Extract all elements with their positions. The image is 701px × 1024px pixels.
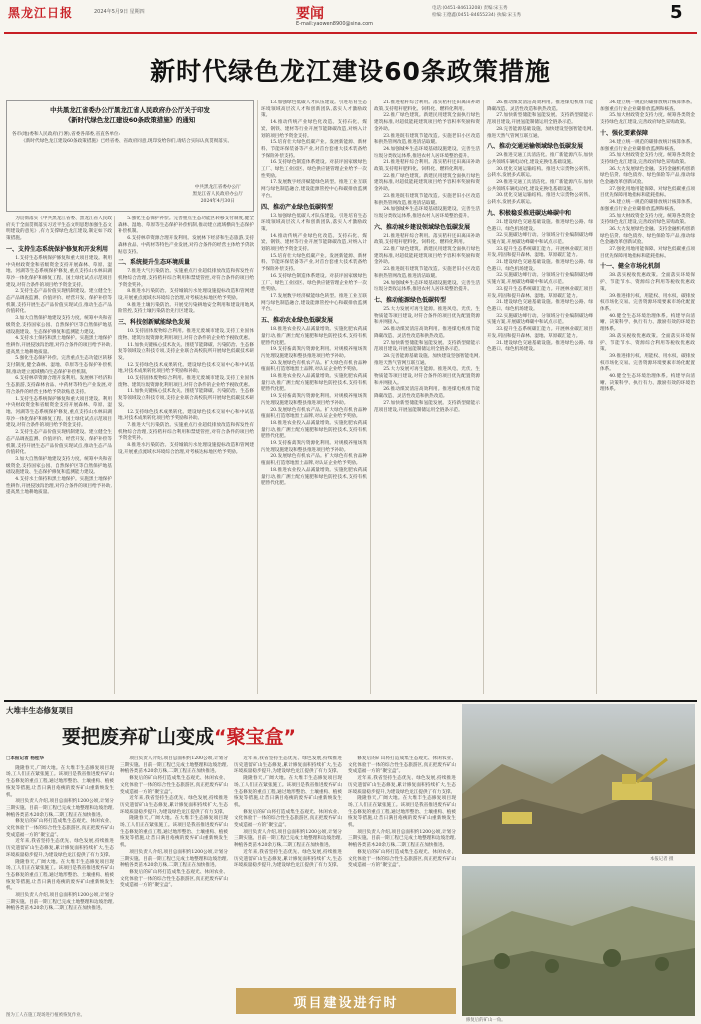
feature-col-1: □本报记者 杨桂华 隆隆春天,广阔大地。在大堆丰生态修复项目现场,工人们正在紧张施工。该项目是我省推进废弃矿山生态修复的重点工程,通过地形整治、土壤重构、植被恢复等措施,让昔日满目疮痍的废弃矿山重新焕发生机。 项目负责人介绍,项目总面积约1200公顷,计划分三期实施。目前一期工程已完成土地整理和边坡治理,种植各类苗木20余万株,二期工程正在加快推进。 修复后的矿山将打造成集生态观光、休闲农业、文化体验于一体的综合性生态旅游区,真正把废弃矿山变成造福一方的“聚宝盒”。 近年来,我省坚持生态优先、绿色发展,持续推进历史遗留矿山生态修复,累计修复面积持续扩大,生态环境质量稳步提升,为建设绿色龙江提供了有力支撑。 隆隆春天,广阔大地。在大堆丰生态修复项目现场,工人们正在紧张施工。该项目是我省推进废弃矿山生态修复的重点工程,通过地形整治、土壤重构、植被恢复等措施,让昔日满目疮痍的废弃矿山重新焕发生机。 项目负责人介绍,项目总面积约1200公顷,计划分三期实施。目前一期工程已完成土地整理和边坡治理,种植各类苗木20余万株,二期工程正在加快推进。 — [6, 756, 114, 912]
feature-photo-1 — [462, 704, 695, 854]
project-banner — [236, 988, 456, 1014]
section-heading-2: 二、系统提升生态环境质量 — [118, 259, 191, 267]
section-heading-1: 一、支持生态系统保护修复和开发利用 — [6, 245, 109, 253]
restored-mine-photo — [462, 866, 695, 1016]
section-heading-10: 十、强化要素保障 — [600, 129, 649, 137]
feature-kicker: 大堆丰生态修复项目 — [6, 706, 74, 715]
feature-photo-2 — [462, 866, 695, 1016]
notice-signature: 中共黑龙江省委办公厅 黑龙江省人民政府办公厅 2024年4月30日 — [192, 185, 243, 204]
section-heading-9: 九、积极稳妥推进碳达峰碳中和 — [487, 209, 572, 217]
feature-photo-2-caption: 修复后的矿山一角。 — [466, 1018, 506, 1023]
column-6: 34.建立统一规范的碳排放统计核算体系。加强重点行业企业碳排放监测和核查。 35.加大财政资金支持力度。统筹各类资金支持绿色龙江建设,完善政府绿色采购政策。 十、强化要素保障 34.建立统一规范的碳排放统计核算体系。加强重点行业企业碳排放监测和核查。 35.加大财政资金支持力度。统筹各类资金支持绿色龙江建设,完善政府绿色采购政策。 36.大力发展绿色金融。支持金融机构创新绿色信贷、绿色债券、绿色保险等产品,推动绿色金融改革创新试验。 37.强化用地用能保障。对绿色低碳重点项目优先保障用地指标和能耗指标。 34.建立统一规范的碳排放统计核算体系。加强重点行业企业碳排放监测和核查。 35.加大财政资金支持力度。统筹各类资金支持绿色龙江建设,完善政府绿色采购政策。 36.大力发展绿色金融。支持金融机构创新绿色信贷、绿色债券、绿色保险等产品,推动绿色金融改革创新试验。 37.强化用地用能保障。对绿色低碳重点项目优先保障用地指标和能耗指标。 十一、健全市场化机制 38.落实税收优惠政策。全面落实环境保护、节能节水、资源综合利用等税收优惠政策。 39.推进排污权、用能权、用水权、碳排放权市场化交易。完善资源环境要素市场化配置体系。 40.健全生态环境治理体系。构建导向清晰、决策科学、执行有力、激励有效的环境治理体系。 38.落实税收优惠政策。全面落实环境保护、节能节水、资源综合利用等税收优惠政策。 39.推进排污权、用能权、用水权、碳排放权市场化交易。完善资源环境要素市场化配置体系。 40.健全生态环境治理体系。构建导向清晰、决策科学、执行有力、激励有效的环境治理体系。 — [600, 100, 695, 393]
feature-title: 要把废弃矿山变成“聚宝盒” — [62, 726, 296, 748]
column-3: 13.加强绿色低碳人才队伍建设。引进培育生态环境领域高层次人才和创新团队,落实人才激励政策。 14.推动传统产业绿色化改造。支持石化、煤炭、钢铁、建材等行业开展节能降碳改造,对纳入计划的项目给予资金支持。 15.培育壮大绿色低碳产业。发展新能源、新材料、节能环保装备等产业,对首台套重大技术装备给予保险补偿支持。 16.支持绿色制造体系建设。对获评国家级绿色工厂、绿色工业园区、绿色供应链管理企业给予一次性奖励。 17.发展数字经济赋能绿色转型。推进工业互联网与绿色制造融合,建设能源管控中心和碳排放监测平台。 四、推动产业绿色低碳转型 13.加强绿色低碳人才队伍建设。引进培育生态环境领域高层次人才和创新团队,落实人才激励政策。 14.推动传统产业绿色化改造。支持石化、煤炭、钢铁、建材等行业开展节能降碳改造,对纳入计划的项目给予资金支持。 15.培育壮大绿色低碳产业。发展新能源、新材料、节能环保装备等产业,对首台套重大技术装备给予保险补偿支持。 16.支持绿色制造体系建设。对获评国家级绿色工厂、绿色工业园区、绿色供应链管理企业给予一次性奖励。 17.发展数字经济赋能绿色转型。推进工业互联网与绿色制造融合,建设能源管控中心和碳排放监测平台。 五、推动农业绿色低碳发展 18.推进农业投入品减量增效。实施化肥农药减量行动,推广测土配方施肥和绿色防控技术,支持有机肥替代化肥。 19.支持畜禽粪污资源化利用。对规模养殖场粪污处理设施建设和整县推进项目给予补助。 20.发展绿色有机农产品。扩大绿色有机食品种植面积,打造寒地黑土品牌,对认证企业给予奖励。 18.推进农业投入品减量增效。实施化肥农药减量行动,推广测土配方施肥和绿色防控技术,支持有机肥替代化肥。 19.支持畜禽粪污资源化利用。对规模养殖场粪污处理设施建设和整县推进项目给予补助。 20.发展绿色有机农产品。扩大绿色有机食品种植面积,打造寒地黑土品牌,对认证企业给予奖励。 18.推进农业投入品减量增效。实施化肥农药减量行动,推广测土配方施肥和绿色防控技术,支持有机肥替代化肥。 19.支持畜禽粪污资源化利用。对规模养殖场粪污处理设施建设和整县推进项目给予补助。 20.发展绿色有机农产品。扩大绿色有机食品种植面积,打造寒地黑土品牌,对认证企业给予奖励。 18.推进农业投入品减量增效。实施化肥农药减量行动,推广测土配方施肥和绿色防控技术,支持有机肥替代化肥。 — [261, 100, 367, 487]
feature-byline: □本报记者 杨桂华 — [6, 756, 45, 761]
banner-text: 项目建设进行时 — [293, 995, 399, 1011]
section-heading-7: 七、推动能源绿色低碳转型 — [374, 296, 447, 304]
section-heading-5: 五、推动农业绿色低碳发展 — [261, 317, 334, 325]
notice-box — [6, 100, 254, 212]
feature-photo-1-credit: 本报记者 摄 — [650, 857, 674, 862]
section-heading-11: 十一、健全市场化机制 — [600, 263, 661, 271]
notice-to: 各市(地)委和人民政府(行署),省委各部委,省直各单位: — [12, 132, 121, 137]
page-number: 5 — [670, 2, 683, 23]
main-headline: 新时代绿色龙江建设60条政策措施 — [150, 57, 551, 86]
feature-col-4: 修复后的矿山将打造成集生态观光、休闲农业、文化体验于一体的综合性生态旅游区,真正把废弃矿山变成造福一方的“聚宝盒”。 近年来,我省坚持生态优先、绿色发展,持续推进历史遗留矿山生态修复,累计修复面积持续扩大,生态环境质量稳步提升,为建设绿色龙江提供了有力支撑。 隆隆春天,广阔大地。在大堆丰生态修复项目现场,工人们正在紧张施工。该项目是我省推进废弃矿山生态修复的重点工程,通过地形整治、土壤重构、植被恢复等措施,让昔日满目疮痍的废弃矿山重新焕发生机。 项目负责人介绍,项目总面积约1200公顷,计划分三期实施。目前一期工程已完成土地整理和边坡治理,种植各类苗木20余万株,二期工程正在加快推进。 修复后的矿山将打造成集生态观光、休闲农业、文化体验于一体的综合性生态旅游区,真正把废弃矿山变成造福一方的“聚宝盒”。 — [348, 756, 456, 869]
feature-photo-1-caption: 图为工人在施工现场进行植被恢复作业。 — [6, 1013, 86, 1018]
header-rule — [4, 32, 697, 34]
section-title: 要闻 — [296, 6, 324, 22]
mine-site-photo — [462, 704, 695, 854]
feature-col-3: 近年来,我省坚持生态优先、绿色发展,持续推进历史遗留矿山生态修复,累计修复面积持续扩大,生态环境质量稳步提升,为建设绿色龙江提供了有力支撑。 隆隆春天,广阔大地。在大堆丰生态修复项目现场,工人们正在紧张施工。该项目是我省推进废弃矿山生态修复的重点工程,通过地形整治、土壤重构、植被恢复等措施,让昔日满目疮痍的废弃矿山重新焕发生机。 修复后的矿山将打造成集生态观光、休闲农业、文化体验于一体的综合性生态旅游区,真正把废弃矿山变成造福一方的“聚宝盒”。 项目负责人介绍,项目总面积约1200公顷,计划分三期实施。目前一期工程已完成土地整理和边坡治理,种植各类苗木20余万株,二期工程正在加快推进。 近年来,我省坚持生态优先、绿色发展,持续推进历史遗留矿山生态修复,累计修复面积持续扩大,生态环境质量稳步提升,为建设绿色龙江提供了有力支撑。 — [234, 756, 342, 869]
section-heading-6: 六、推动城乡建设领域绿色低碳发展 — [374, 223, 471, 231]
column-1: 为贯彻落实《中共黑龙江省委、黑龙江省人民政府关于全面贯彻落实习近平生态文明思想加强生态文明建设的意见》,有力支撑绿色龙江建设,制定如下政策措施。 一、支持生态系统保护修复和开发利用 1.支持生态系统保护修复和重大项目建设。利用中央财政资金和省级资金支持开展森林、草原、湿地、河湖等生态系统保护修复,重点支持山水林田湖草沙一体化保护和修复工程、国土绿化试点示范项目建设,对符合条件的项目给予资金支持。 2.支持生态产品价值实现机制建设。建立健全生态产品调查监测、价值评价、经营开发、保护补偿等机制,支持开展生态产品价值实现试点,推动生态产品价值转化。 3.加大自然保护地建设支持力度。统筹中央和省级资金,支持国家公园、自然保护区等自然保护地基础设施建设、生态保护修复和监测能力建设。 4.支持水土保持和黑土地保护。实施黑土地保护性耕作,开展侵蚀沟治理,对符合条件的项目给予补助,提高黑土地耕地质量。 5.强化生态保护补偿。完善重点生态功能区转移支付制度,健全森林、湿地、草原等生态保护补偿机制,推动建立流域横向生态保护补偿机制。 6.支持林草资源合理开发利用。发展林下经济和生态旅游,支持森林食品、中药材等特色产业发展,对符合条件的经营主体给予贷款贴息支持。 1.支持生态系统保护修复和重大项目建设。利用中央财政资金和省级资金支持开展森林、草原、湿地、河湖等生态系统保护修复,重点支持山水林田湖草沙一体化保护和修复工程、国土绿化试点示范项目建设,对符合条件的项目给予资金支持。 2.支持生态产品价值实现机制建设。建立健全生态产品调查监测、价值评价、经营开发、保护补偿等机制,支持开展生态产品价值实现试点,推动生态产品价值转化。 3.加大自然保护地建设支持力度。统筹中央和省级资金,支持国家公园、自然保护区等自然保护地基础设施建设、生态保护修复和监测能力建设。 4.支持水土保持和黑土地保护。实施黑土地保护性耕作,开展侵蚀沟治理,对符合条件的项目给予补助,提高黑土地耕地质量。 — [6, 216, 112, 496]
section-heading-8: 八、推动交通运输领域绿色低碳发展 — [487, 143, 584, 151]
section-heading-3: 三、科技创新赋能绿色发展 — [118, 319, 191, 327]
section-heading-4: 四、推动产业绿色低碳转型 — [261, 203, 334, 211]
column-5: 26.推动煤炭清洁高效利用。推进煤电机组节能降碳改造、灵活性改造和供热改造。 27.加快新型储能和氢能发展。支持新型储能示范项目建设,开展氢能制储运用全链条示范。 28.完善能源基础设施。加快建设坚强智能电网,推进天然气管网互联互通。 八、推动交通运输领域绿色低碳发展 29.推进交通工具清洁化。推广新能源汽车,加快公共领域车辆电动化,建设充换电基础设施。 30.优化交通运输结构。推进大宗货物公转铁、公转水,发展多式联运。 29.推进交通工具清洁化。推广新能源汽车,加快公共领域车辆电动化,建设充换电基础设施。 30.优化交通运输结构。推进大宗货物公转铁、公转水,发展多式联运。 九、积极稳妥推进碳达峰碳中和 31.建设绿色交通基础设施。推进绿色公路、绿色港口、绿色机场建设。 32.实施碳达峰行动。分领域分行业编制碳达峰实施方案,开展碳达峰碳中和试点示范。 33.提升生态系统碳汇能力。开展林业碳汇项目开发,巩固和提升森林、湿地、草原碳汇能力。 31.建设绿色交通基础设施。推进绿色公路、绿色港口、绿色机场建设。 32.实施碳达峰行动。分领域分行业编制碳达峰实施方案,开展碳达峰碳中和试点示范。 33.提升生态系统碳汇能力。开展林业碳汇项目开发,巩固和提升森林、湿地、草原碳汇能力。 31.建设绿色交通基础设施。推进绿色公路、绿色港口、绿色机场建设。 32.实施碳达峰行动。分领域分行业编制碳达峰实施方案,开展碳达峰碳中和试点示范。 33.提升生态系统碳汇能力。开展林业碳汇项目开发,巩固和提升森林、湿地、草原碳汇能力。 31.建设绿色交通基础设施。推进绿色公路、绿色港口、绿色机场建设。 — [487, 100, 593, 353]
column-4: 21.推进秸秆综合利用。落实秸秆还田离田补助政策,支持秸秆肥料化、饲料化、燃料化利用。 22.推广绿色建筑。新建民用建筑全面执行绿色建筑标准,对超低能耗建筑项目给予容积率奖励和资金补助。 23.推进既有建筑节能改造。实施老旧小区改造和供热管网改造,推进清洁取暖。 24.加强城乡生态环境基础设施建设。完善生活垃圾分类收运体系,推进农村人居环境整治提升。 21.推进秸秆综合利用。落实秸秆还田离田补助政策,支持秸秆肥料化、饲料化、燃料化利用。 22.推广绿色建筑。新建民用建筑全面执行绿色建筑标准,对超低能耗建筑项目给予容积率奖励和资金补助。 23.推进既有建筑节能改造。实施老旧小区改造和供热管网改造,推进清洁取暖。 24.加强城乡生态环境基础设施建设。完善生活垃圾分类收运体系,推进农村人居环境整治提升。 六、推动城乡建设领域绿色低碳发展 21.推进秸秆综合利用。落实秸秆还田离田补助政策,支持秸秆肥料化、饲料化、燃料化利用。 22.推广绿色建筑。新建民用建筑全面执行绿色建筑标准,对超低能耗建筑项目给予容积率奖励和资金补助。 23.推进既有建筑节能改造。实施老旧小区改造和供热管网改造,推进清洁取暖。 24.加强城乡生态环境基础设施建设。完善生活垃圾分类收运体系,推进农村人居环境整治提升。 七、推动能源绿色低碳转型 25.大力发展可再生能源。推进风电、光伏、生物质能等项目建设,对符合条件的项目优先配置资源和并网接入。 26.推动煤炭清洁高效利用。推进煤电机组节能降碳改造、灵活性改造和供热改造。 27.加快新型储能和氢能发展。支持新型储能示范项目建设,开展氢能制储运用全链条示范。 28.完善能源基础设施。加快建设坚强智能电网,推进天然气管网互联互通。 25.大力发展可再生能源。推进风电、光伏、生物质能等项目建设,对符合条件的项目优先配置资源和并网接入。 26.推动煤炭清洁高效利用。推进煤电机组节能降碳改造、灵活性改造和供热改造。 27.加快新型储能和氢能发展。支持新型储能示范项目建设,开展氢能制储运用全链条示范。 — [374, 100, 480, 413]
issue-date: 2024年5月9日 星期四 — [94, 9, 145, 15]
feature-col-2: 项目负责人介绍,项目总面积约1200公顷,计划分三期实施。目前一期工程已完成土地整理和边坡治理,种植各类苗木20余万株,二期工程正在加快推进。 修复后的矿山将打造成集生态观光、休闲农业、文化体验于一体的综合性生态旅游区,真正把废弃矿山变成造福一方的“聚宝盒”。 近年来,我省坚持生态优先、绿色发展,持续推进历史遗留矿山生态修复,累计修复面积持续扩大,生态环境质量稳步提升,为建设绿色龙江提供了有力支撑。 隆隆春天,广阔大地。在大堆丰生态修复项目现场,工人们正在紧张施工。该项目是我省推进废弃矿山生态修复的重点工程,通过地形整治、土壤重构、植被恢复等措施,让昔日满目疮痍的废弃矿山重新焕发生机。 项目负责人介绍,项目总面积约1200公顷,计划分三期实施。目前一期工程已完成土地整理和边坡治理,种植各类苗木20余万株,二期工程正在加快推进。 修复后的矿山将打造成集生态观光、休闲农业、文化体验于一体的综合性生态旅游区,真正把废弃矿山变成造福一方的“聚宝盒”。 — [120, 756, 228, 889]
editor-info: 电话:(0451-84613208) 责编:宋玉秀 检编:王德鑫(0451-84655234) 执编:宋玉秀 — [432, 6, 521, 18]
masthead: 黑龙江日报 — [8, 6, 74, 20]
column-2: 5.强化生态保护补偿。完善重点生态功能区转移支付制度,健全森林、湿地、草原等生态保护补偿机制,推动建立流域横向生态保护补偿机制。 6.支持林草资源合理开发利用。发展林下经济和生态旅游,支持森林食品、中药材等特色产业发展,对符合条件的经营主体给予贷款贴息支持。 二、系统提升生态环境质量 7.推进大气污染防治。实施重点行业超低排放改造和挥发性有机物综合治理,支持秸秆综合利用和禁烧管控,对符合条件的项目给予资金奖补。 8.推进水污染防治。支持城镇污水处理设施提标改造和管网建设,开展重点流域水环境综合治理,对考核达标地区给予奖励。 9.推进土壤污染防治。开展受污染耕地安全利用和建设用地风险管控,支持土壤污染防治先行区建设。 三、科技创新赋能绿色发展 10.支持固体废物综合利用。推进无废城市建设,支持工业固体废物、建筑垃圾资源化利用项目,对符合条件的企业给予税收优惠。 11.加快关键核心技术攻关。围绕节能降碳、污染防治、生态修复等领域设立科技专项,支持企业联合高校院所开展绿色低碳技术研发。 12.支持绿色技术成果转化。建设绿色技术交易中心和中试基地,对技术成果转化项目给予奖励和补助。 10.支持固体废物综合利用。推进无废城市建设,支持工业固体废物、建筑垃圾资源化利用项目,对符合条件的企业给予税收优惠。 11.加快关键核心技术攻关。围绕节能降碳、污染防治、生态修复等领域设立科技专项,支持企业联合高校院所开展绿色低碳技术研发。 12.支持绿色技术成果转化。建设绿色技术交易中心和中试基地,对技术成果转化项目给予奖励和补助。 7.推进大气污染防治。实施重点行业超低排放改造和挥发性有机物综合治理,支持秸秆综合利用和禁烧管控,对符合条件的项目给予资金奖补。 8.推进水污染防治。支持城镇污水处理设施提标改造和管网建设,开展重点流域水环境综合治理,对考核达标地区给予奖励。 — [118, 216, 254, 455]
section-email: E-mail:yaowen8900@sina.com — [296, 21, 373, 27]
notice-title: 中共黑龙江省委办公厅黑龙江省人民政府办公厅关于印发 《新时代绿色龙江建设60条政策措施》的通知 — [50, 106, 210, 124]
notice-body: 《新时代绿色龙江建设60条政策措施》已经省委、省政府同意,现印发给你们,请结合实际认真贯彻落实。 — [21, 139, 233, 144]
